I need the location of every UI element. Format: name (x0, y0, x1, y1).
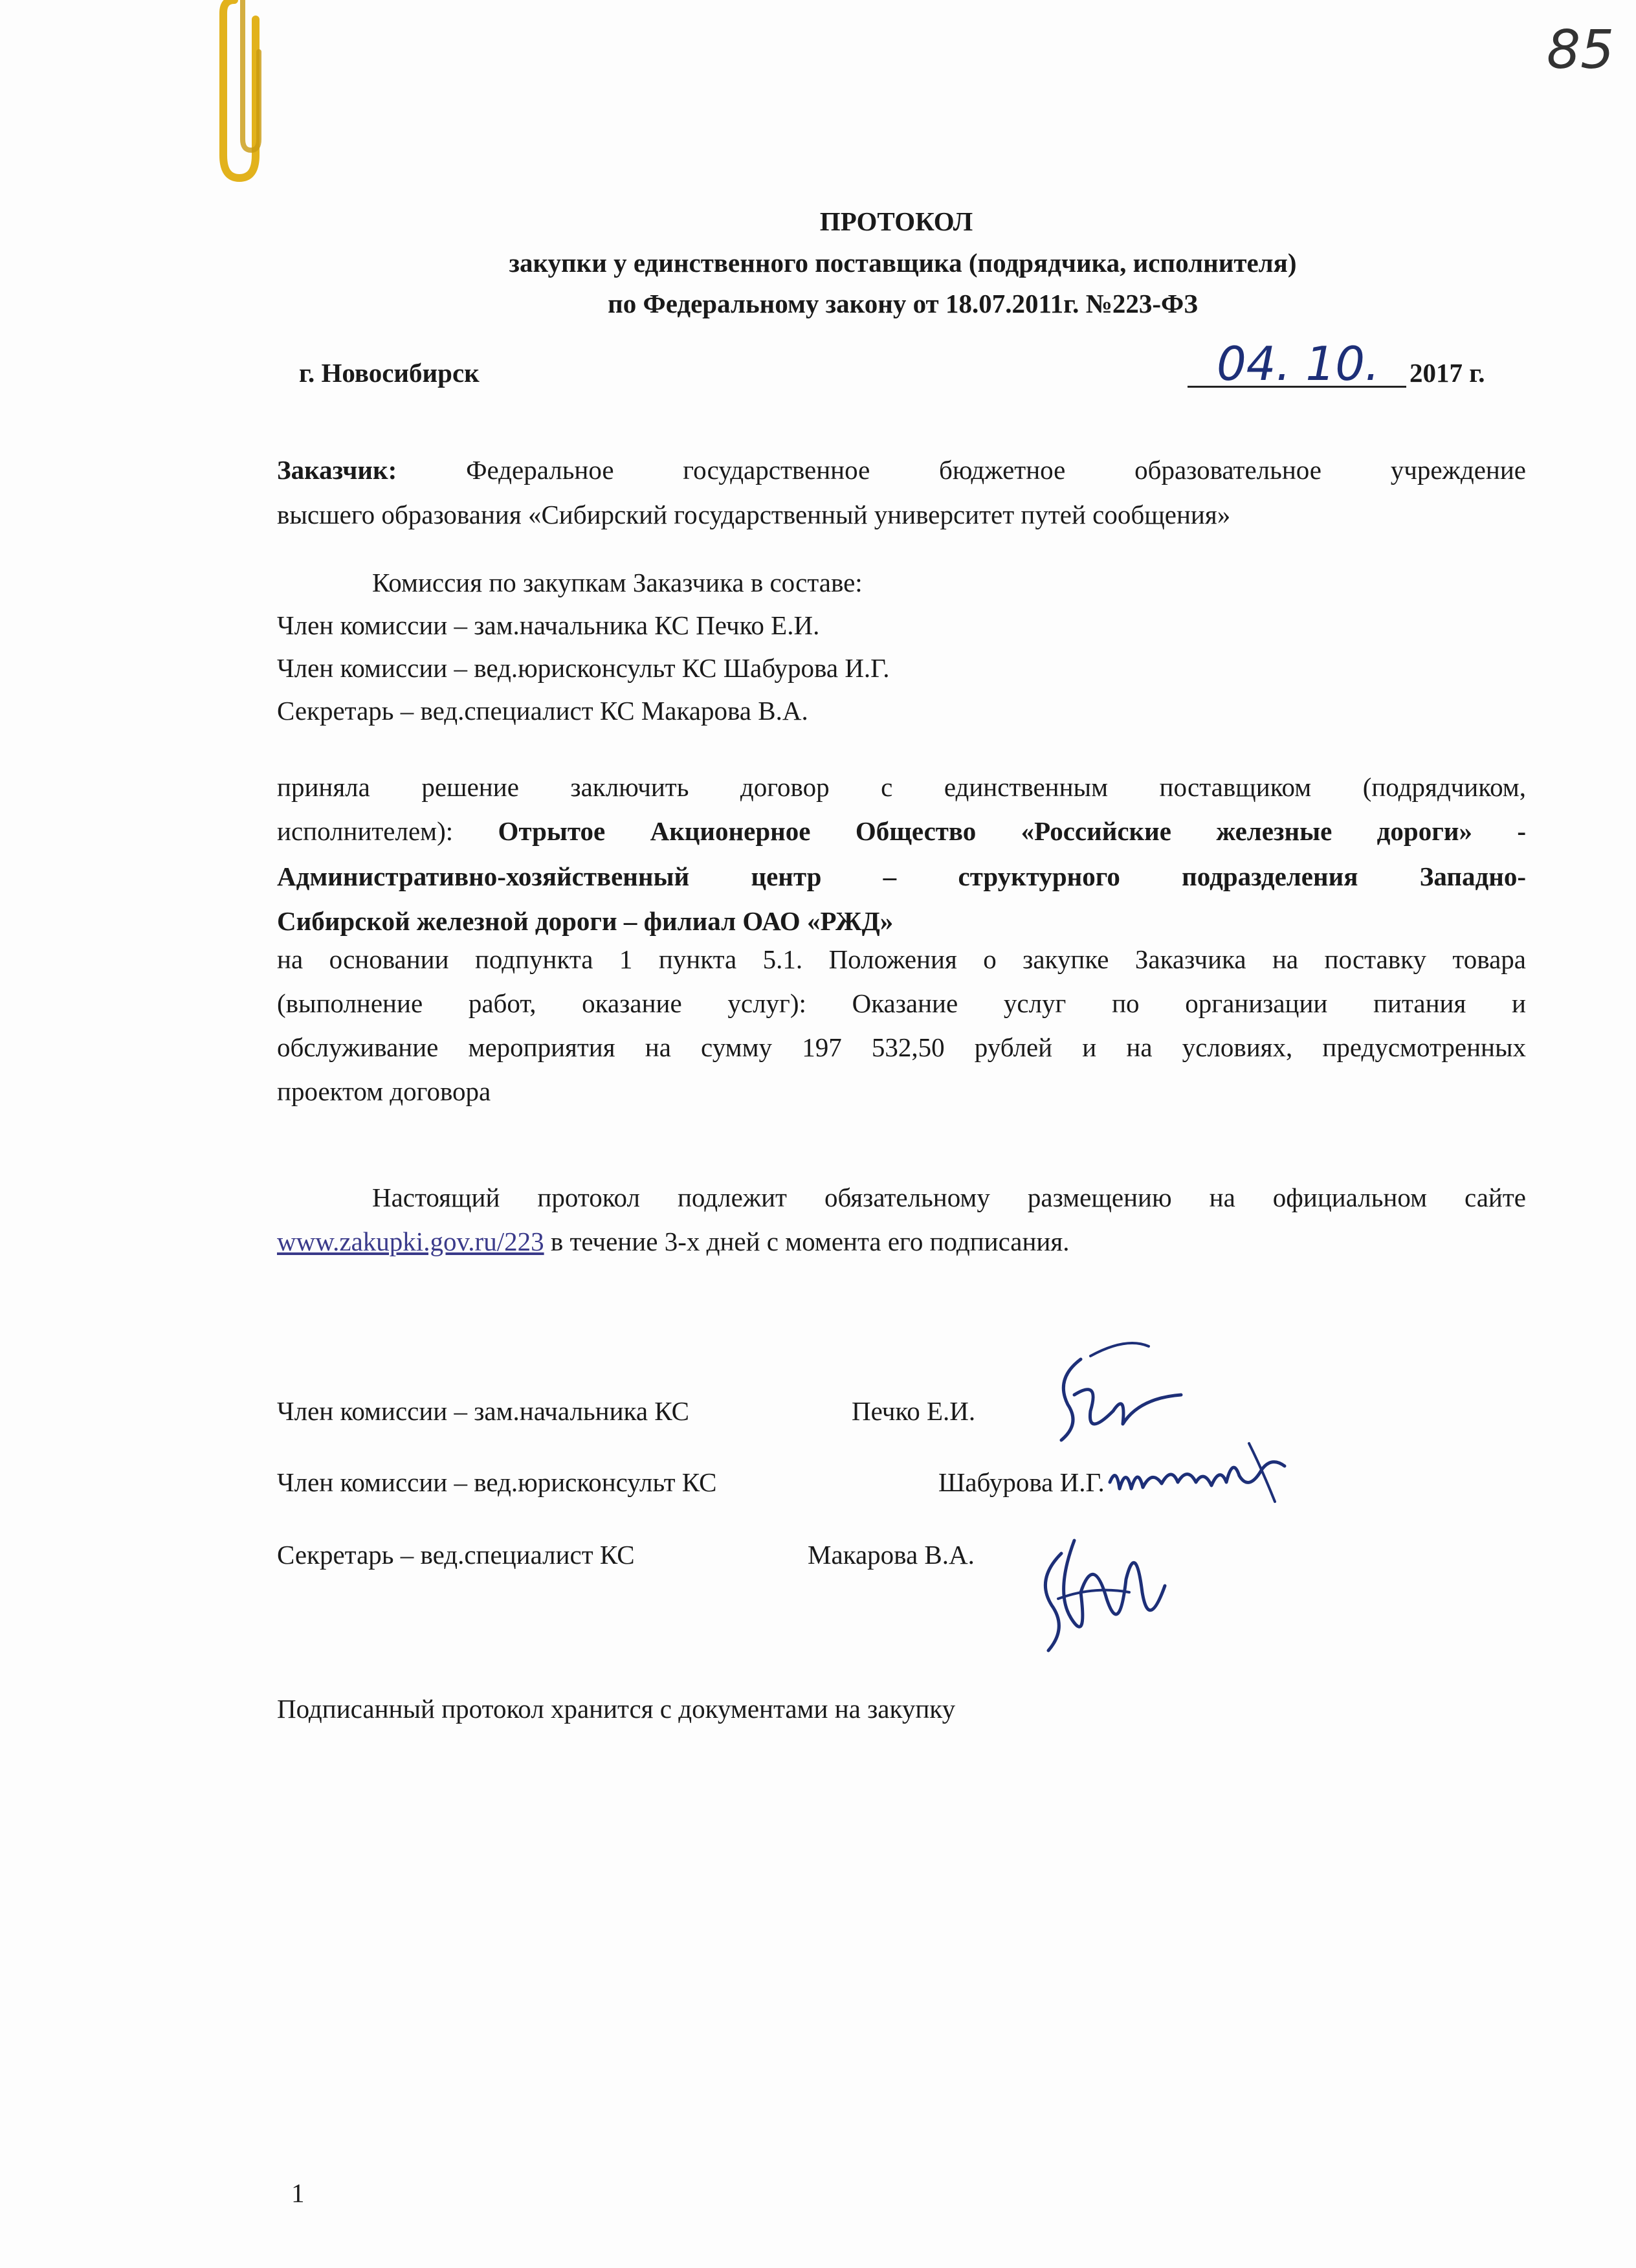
decision-line-7: обслуживание мероприятия на сумму 197 532,50 рублей и на условиях, предусмотренных (277, 1032, 1526, 1062)
signature-role: Член комиссии – зам.начальника КС (277, 1396, 689, 1426)
commission-member: Член комиссии – вед.юрисконсульт КС Шабурова И.Г. (277, 653, 890, 683)
paperclip-icon (194, 0, 298, 188)
signature-name: Шабурова И.Г. (938, 1467, 1105, 1497)
city: г. Новосибирск (299, 358, 480, 388)
decision-line-6: (выполнение работ, оказание услуг): Оказание услуг по организации питания и (277, 988, 1526, 1018)
customer-label: Заказчик: (277, 455, 397, 485)
document-law-reference: по Федеральному закону от 18.07.2011г. №223-ФЗ (608, 289, 1198, 318)
storage-note: Подписанный протокол хранится с документами на закупку (277, 1694, 956, 1724)
page-number: 1 (291, 2178, 305, 2208)
commission-intro: Комиссия по закупкам Заказчика в составе: (372, 568, 863, 597)
publication-rest: в течение 3-х дней с момента его подписания. (544, 1227, 1070, 1256)
signature-role: Член комиссии – вед.юрисконсульт КС (277, 1467, 717, 1497)
supplier-name: Отрытое Акционерное Общество «Российские железные дороги» - (498, 816, 1526, 846)
commission-member: Член комиссии – зам.начальника КС Печко Е.И. (277, 610, 820, 640)
decision-line-1: приняла решение заключить договор с единственным поставщиком (подрядчиком, (277, 772, 1526, 802)
decision-prefix: исполнителем): (277, 816, 454, 846)
handwritten-date: 04. 10. (1217, 337, 1380, 391)
customer-line-1 (277, 457, 1526, 484)
customer-name-part-1: Федеральное государственное бюджетное образовательное учреждение (466, 455, 1527, 485)
decision-line-4: Сибирской железной дороги – филиал ОАО «РЖД» (277, 906, 894, 936)
decision-line-2 (277, 818, 1526, 845)
publication-line-1: Настоящий протокол подлежит обязательному размещению на официальном сайте (372, 1183, 1526, 1212)
customer-line-2: высшего образования «Сибирский государственный университет путей сообщения» (277, 500, 1231, 529)
signature-role: Секретарь – вед.специалист КС (277, 1540, 635, 1570)
decision-line-3: Административно-хозяйственный центр – структурного подразделения Западно- (277, 862, 1526, 891)
signature-makarova (1022, 1515, 1178, 1663)
handwritten-page-mark: 85 (1547, 19, 1615, 81)
date-year: 2017 г. (1409, 358, 1485, 388)
signature-shaburova (1100, 1430, 1288, 1528)
document-subtitle: закупки у единственного поставщика (подрядчика, исполнителя) (509, 248, 1297, 278)
document-title: ПРОТОКОЛ (819, 206, 973, 236)
signature-name: Печко Е.И. (852, 1396, 976, 1426)
decision-line-8: проектом договора (277, 1076, 491, 1106)
signature-name: Макарова В.А. (808, 1540, 975, 1570)
decision-line-5: на основании подпункта 1 пункта 5.1. Положения о закупке Заказчика на поставку товара (277, 944, 1526, 974)
publication-line-2 (277, 1228, 1070, 1255)
commission-member: Секретарь – вед.специалист КС Макарова В.А. (277, 696, 808, 726)
zakupki-link[interactable]: www.zakupki.gov.ru/223 (277, 1227, 544, 1256)
